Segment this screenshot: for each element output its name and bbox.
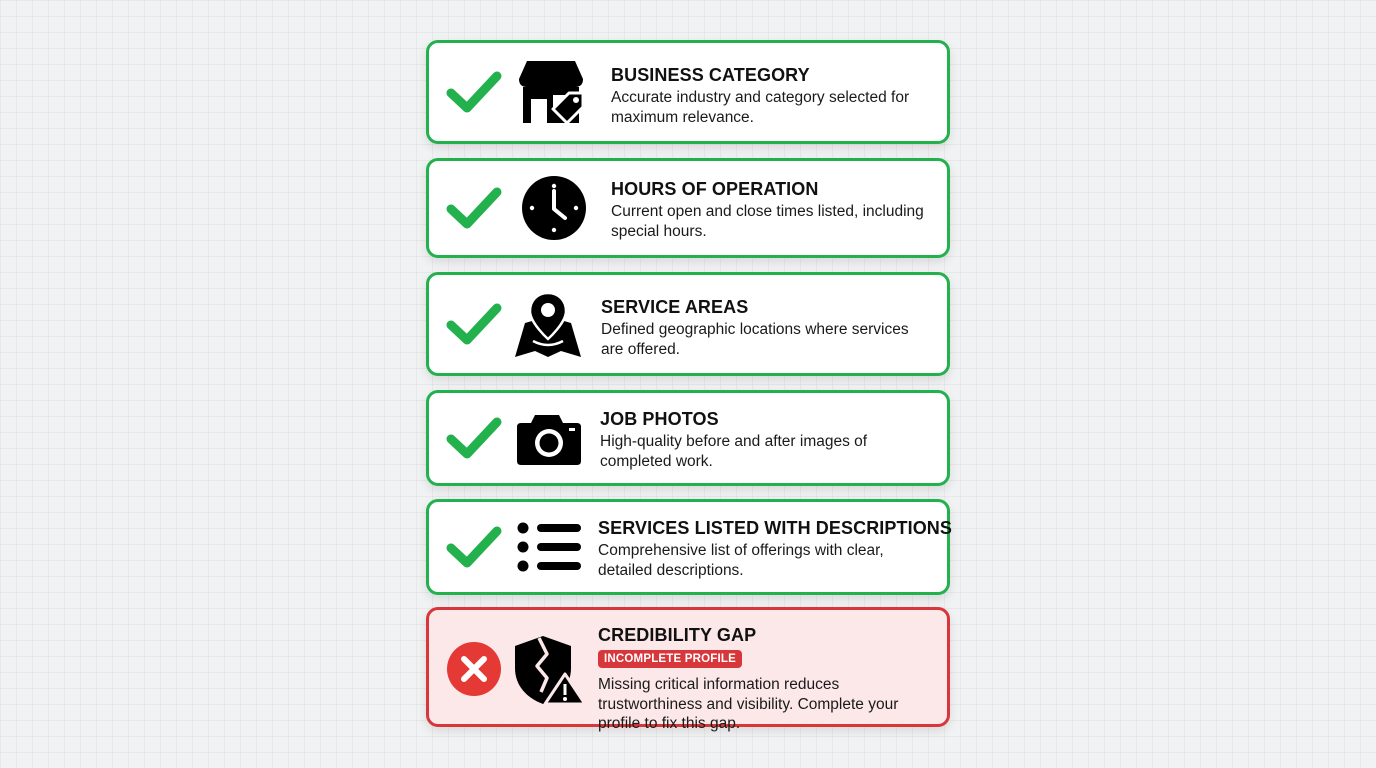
checkmark-icon — [445, 295, 503, 353]
checkmark-icon — [445, 63, 503, 121]
item-text — [611, 64, 935, 127]
storefront-tag-icon — [513, 55, 587, 129]
item-title: BUSINESS CATEGORY — [611, 65, 810, 85]
incomplete-profile-badge: INCOMPLETE PROFILE — [598, 650, 742, 668]
checklist-item-business-category — [426, 40, 950, 144]
checklist-item-hours-of-operation — [426, 158, 950, 258]
item-description: Defined geographic locations where services are offered. — [601, 321, 909, 358]
checkmark-icon — [445, 409, 503, 467]
item-description: Accurate industry and category selected for maximum relevance. — [611, 89, 910, 126]
item-title: SERVICE AREAS — [601, 297, 749, 317]
item-text — [611, 178, 935, 241]
checklist-item-service-areas — [426, 272, 950, 376]
item-description: Missing critical information reduces trustworthiness and visibility. Complete your profile to fix this gap. — [598, 676, 899, 732]
item-text — [598, 517, 953, 580]
list-icon — [515, 514, 583, 582]
item-text — [598, 624, 935, 734]
broken-shield-warning-icon — [513, 634, 587, 708]
checklist-item-services-listed — [426, 499, 953, 595]
map-pin-icon — [511, 289, 585, 363]
item-title: SERVICES LISTED WITH DESCRIPTIONS — [598, 518, 953, 538]
camera-icon — [515, 403, 583, 471]
checklist-item-job-photos — [426, 390, 950, 486]
item-text — [600, 408, 935, 471]
item-description: Comprehensive list of offerings with clear, detailed descriptions. — [598, 542, 884, 579]
error-x-icon — [445, 640, 503, 698]
checkmark-icon — [445, 179, 503, 237]
item-description: Current open and close times listed, including special hours. — [611, 203, 924, 240]
item-text — [601, 296, 935, 359]
item-title: JOB PHOTOS — [600, 409, 719, 429]
item-title: CREDIBILITY GAP — [598, 625, 757, 645]
checkmark-icon — [445, 518, 503, 576]
item-title: HOURS OF OPERATION — [611, 179, 819, 199]
item-description: High-quality before and after images of completed work. — [600, 433, 868, 470]
checklist-item-credibility-gap — [426, 607, 950, 732]
clock-icon — [519, 173, 589, 243]
